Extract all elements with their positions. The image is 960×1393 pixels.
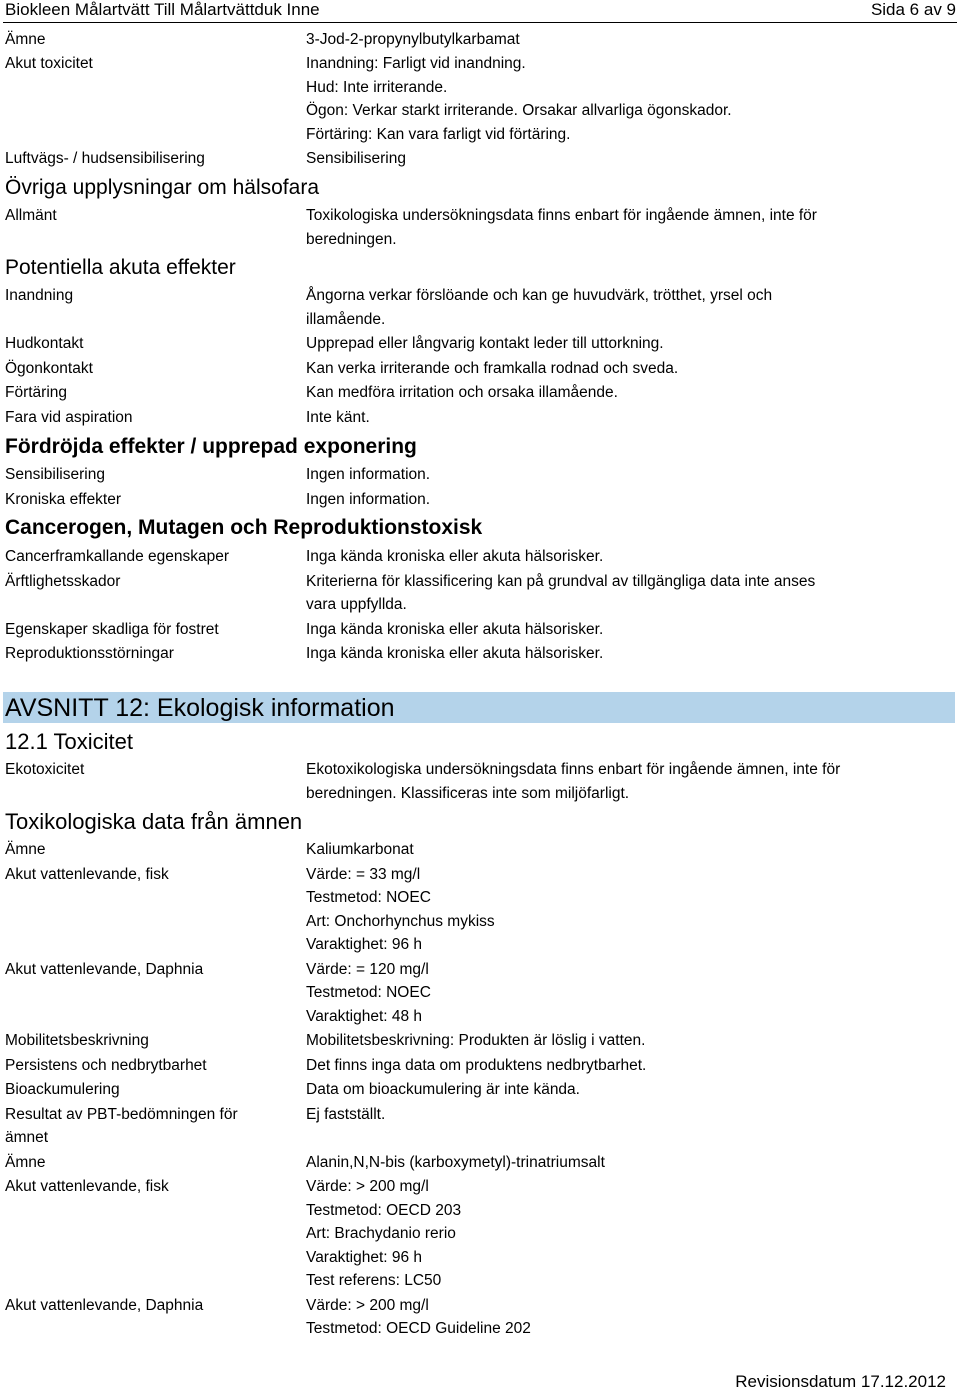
field-value-line: Testmetod: NOEC [306,984,431,1001]
field-label [5,1151,295,1175]
field-label-line: Hudkontakt [5,335,84,352]
field-value [306,1078,896,1102]
field-value-line: Ångorna verkar förslöande och kan ge huvudvärk, trötthet, yrsel och [306,287,773,304]
field-value [306,147,896,171]
field-label-line: Egenskaper skadliga för fostret [5,620,219,638]
field-label [5,463,295,487]
field-label-line: Bioackumulering [5,1081,120,1098]
field-value [306,1103,896,1127]
field-value-line: Art: Brachydanio rerio [306,1225,456,1242]
field-value [306,1029,896,1053]
subsection-heading-toxicity: 12.1 Toxicitet [5,729,134,754]
field-label-line: Ämne [5,1153,46,1171]
field-value-line: Toxikologiska undersökningsdata finns enbart för ingående ämnen, inte för [306,207,817,224]
field-label-line: Cancerframkallande egenskaper [5,548,230,565]
field-value [306,1054,896,1078]
field-label [5,618,295,642]
field-label [5,488,295,512]
field-label [5,863,295,887]
document-title: Biokleen Målartvätt Till Målartvättduk Inne [5,0,320,19]
field-label-line: Ämne [5,31,46,48]
field-value [306,758,896,805]
field-label [5,642,295,666]
field-value [306,958,896,1029]
field-label [5,147,295,171]
field-label-line: Fara vid aspiration [5,408,133,426]
field-value [306,284,896,331]
field-value-line: Varaktighet: 96 h [306,1248,423,1266]
field-value [306,381,896,405]
field-label [5,958,295,982]
field-value-line: Inga kända kroniska eller akuta hälsorisker. [306,548,604,565]
field-label [5,545,295,569]
field-label-line: Akut toxicitet [5,55,93,73]
field-value [306,642,896,666]
field-label-line: Akut vattenlevande, Daphnia [5,1296,204,1314]
field-label-line: Mobilitetsbeskrivning [5,1032,149,1049]
field-label [5,1103,295,1150]
field-value [306,463,896,487]
field-value-line: beredningen. [306,230,397,248]
field-value-line: Art: Onchorhynchus mykiss [306,912,495,930]
field-label-line: Sensibilisering [5,466,105,483]
section-heading-other-health: Övriga upplysningar om hälsofara [5,176,319,199]
field-label [5,357,295,381]
field-label [5,758,295,782]
field-label-line: Akut vattenlevande, Daphnia [5,960,204,978]
section-12-title: AVSNITT 12: Ekologisk information [5,694,395,722]
field-label-line: Luftvägs- / hudsensibilisering [5,150,205,168]
field-value-line: Test referens: LC50 [306,1272,442,1289]
section-heading-substance-data: Toxikologiska data från ämnen [5,809,303,834]
field-label [5,381,295,405]
section-heading-delayed-effects: Fördröjda effekter / upprepad exponering [5,435,417,458]
field-label [5,838,295,862]
field-value [306,488,896,512]
section-heading-cmr: Cancerogen, Mutagen och Reproduktionstoxisk [5,516,483,539]
field-value-line: Förtäring: Kan vara farligt vid förtäring. [306,125,571,143]
field-value-line: Värde: > 200 mg/l [306,1178,429,1195]
field-value-line: Upprepad eller långvarig kontakt leder till uttorkning. [306,335,664,352]
field-value-line: Sensibilisering [306,150,406,168]
field-label-line: Kroniska effekter [5,490,122,508]
field-value [306,545,896,569]
field-label [5,1078,295,1102]
field-value-line: Kan verka irriterande och framkalla rodnad och sveda. [306,359,679,377]
field-value-line: illamående. [306,310,386,328]
field-label [5,570,295,594]
field-value-line: Varaktighet: 48 h [306,1007,423,1025]
field-value-line: vara uppfyllda. [306,596,407,613]
field-label-line: Inandning [5,287,74,304]
field-label-line: Ärftlighetsskador [5,572,121,590]
field-label-line: Ekotoxicitet [5,761,85,778]
section-12-bar [3,692,955,723]
page-number: Sida 6 av 9 [870,0,956,19]
field-value-line: Värde: = 120 mg/l [306,960,429,978]
field-value-line: Ingen information. [306,466,431,483]
page-header [0,0,960,22]
field-value-line: Värde: > 200 mg/l [306,1296,429,1314]
field-label [5,28,295,52]
field-label-line: ämnet [5,1129,49,1146]
field-label-line: Ögonkontakt [5,359,93,377]
field-value-line: Varaktighet: 96 h [306,936,423,953]
field-label [5,1294,295,1318]
field-value-line: Inte känt. [306,408,370,426]
field-value-line: Mobilitetsbeskrivning: Produkten är löslig i vatten. [306,1032,646,1049]
field-value-line: Alanin,N,N-bis (karboxymetyl)-trinatriumsalt [306,1153,605,1171]
field-value-line: Inga kända kroniska eller akuta hälsorisker. [306,645,604,662]
field-value-line: Testmetod: OECD 203 [306,1201,462,1219]
field-value [306,1151,896,1175]
field-label-line: Resultat av PBT-bedömningen för [5,1105,238,1123]
field-label [5,52,295,76]
field-value [306,1294,896,1341]
field-label-line: Förtäring [5,384,68,401]
field-value [306,204,896,251]
field-value [306,1175,896,1293]
field-label-line: Akut vattenlevande, fisk [5,1178,169,1195]
field-label-line: Persistens och nedbrytbarhet [5,1056,207,1074]
field-label [5,332,295,356]
field-value-line: Inandning: Farligt vid inandning. [306,55,526,73]
field-value-line: Det finns inga data om produktens nedbrytbarhet. [306,1056,647,1074]
field-value [306,28,896,52]
field-label-line: Reproduktionsstörningar [5,645,174,662]
field-value [306,570,896,617]
header-rule [3,22,957,23]
field-value [306,863,896,957]
field-value-line: Kriterierna för klassificering kan på grundval av tillgängliga data inte anses [306,572,816,590]
field-label [5,1175,295,1199]
field-value [306,838,896,862]
field-value-line: Kaliumkarbonat [306,841,414,858]
field-value-line: Testmetod: NOEC [306,889,431,906]
field-value [306,406,896,430]
field-value-line: Värde: = 33 mg/l [306,865,421,883]
field-label-line: Allmänt [5,207,57,224]
revision-date: Revisionsdatum 17.12.2012 [735,1372,946,1391]
field-label-line: Ämne [5,841,46,858]
field-value-line: Ögon: Verkar starkt irriterande. Orsakar allvarliga ögonskador. [306,102,732,120]
field-value-line: Ej fastställt. [306,1105,386,1123]
field-value-line: Testmetod: OECD Guideline 202 [306,1320,531,1337]
field-value [306,357,896,381]
field-value-line: 3-Jod-2-propynylbutylkarbamat [306,31,520,48]
field-label-line: Akut vattenlevande, fisk [5,865,169,883]
field-value-line: Inga kända kroniska eller akuta hälsorisker. [306,620,604,638]
field-label [5,1054,295,1078]
field-value-line: Kan medföra irritation och orsaka illamående. [306,384,618,401]
section-heading-acute-effects: Potentiella akuta effekter [5,256,236,279]
field-label [5,406,295,430]
field-value-line: Hud: Inte irriterande. [306,78,448,96]
field-label [5,204,295,228]
field-label [5,284,295,308]
field-value [306,618,896,642]
field-value-line: beredningen. Klassificeras inte som miljöfarligt. [306,784,630,802]
field-value [306,52,896,146]
field-value-line: Data om bioackumulering är inte kända. [306,1081,580,1098]
field-value-line: Ekotoxikologiska undersökningsdata finns enbart för ingående ämnen, inte för [306,761,841,778]
field-label [5,1029,295,1053]
field-value [306,332,896,356]
field-value-line: Ingen information. [306,490,431,508]
